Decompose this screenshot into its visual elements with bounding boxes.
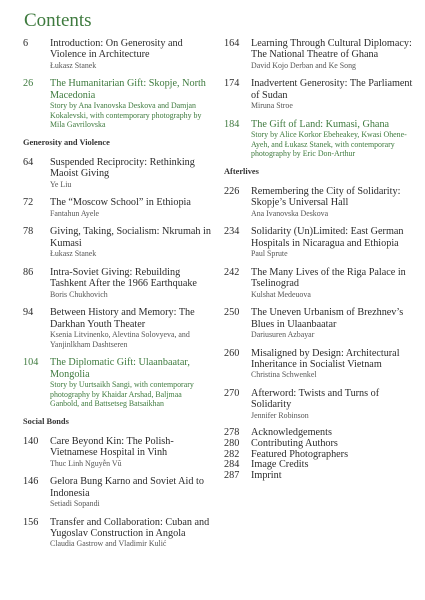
entry-author: Łukasz Stanek	[50, 249, 97, 259]
entry-author: Ye Liu	[50, 179, 72, 189]
entry-title: Contributing Authors	[251, 438, 338, 450]
toc-column-right	[224, 38, 414, 481]
page-number: 78	[23, 226, 34, 238]
entry-author: Paul Sprute	[251, 249, 288, 259]
entry-author: Jennifer Robinson	[251, 410, 309, 420]
page-number: 104	[23, 357, 39, 369]
toc-entry	[23, 157, 211, 189]
page-number: 146	[23, 476, 39, 488]
toc-entry	[224, 119, 414, 159]
page-number: 270	[224, 388, 240, 400]
entry-author: Ksenia Litvinenko, Alevtina Solovyeva, and Yanjinlkham Dashtseren	[50, 330, 190, 349]
page-number: 282	[224, 448, 240, 460]
page-number: 226	[224, 186, 240, 197]
page-number: 72	[23, 197, 34, 209]
page-number: 242	[224, 266, 240, 278]
entry-title: Image Credits	[251, 459, 309, 471]
toc-entry	[23, 78, 211, 130]
page-number: 280	[224, 438, 240, 450]
entry-author: Fantahun Ayele	[50, 208, 100, 218]
page-number: 184	[224, 118, 240, 130]
entry-title: Intra-Soviet Giving: Rebuilding Tashkent After the 1966 Earthquake	[50, 266, 197, 290]
page-number: 140	[23, 435, 39, 447]
toc-entry	[224, 226, 414, 258]
page-number: 260	[224, 347, 240, 359]
entry-title: The Humanitarian Gift: Skopje, North Macedonia	[50, 78, 206, 101]
entry-title: The Diplomatic Gift: Ulaanbaatar, Mongolia	[50, 357, 190, 380]
entry-title: Imprint	[251, 469, 282, 481]
toc-entry	[23, 517, 211, 549]
entry-author: Claudia Gastrow and Vladimir Kulić	[50, 539, 167, 549]
entry-title: Remembering the City of Solidarity: Skopje’s Universal Hall	[251, 186, 401, 209]
toc-entry	[23, 38, 211, 70]
entry-title: Giving, Taking, Socialism: Nkrumah in Kumasi	[50, 226, 211, 249]
entry-title: Between History and Memory: The Darkhan Youth Theater	[50, 307, 195, 330]
toc-entry	[23, 307, 211, 349]
entry-author: Thuc Linh Nguyễn Vũ	[50, 458, 122, 468]
entry-author: Kulshat Medeuova	[251, 289, 311, 299]
page-number: 86	[23, 266, 34, 278]
toc-entry	[224, 388, 414, 420]
toc-entry	[224, 348, 414, 380]
entry-title: Misaligned by Design: Architectural Inheritance in Socialist Vietnam	[251, 347, 400, 371]
entry-author: Łukasz Stanek	[50, 60, 97, 70]
entry-author: Miruna Stroe	[251, 101, 293, 111]
entry-title: The Uneven Urbanism of Brezhnev’s Blues in Ulaanbaatar	[251, 307, 404, 330]
entry-author: Story by Uurtsaikh Sangi, with contemporary photography by Khaidar Arshad, Baljmaa Ganbold, and Battsetseg Batsaikhan	[50, 380, 194, 409]
entry-author: Boris Chukhovich	[50, 289, 108, 299]
page-number: 26	[23, 78, 34, 90]
toc-column-left	[23, 38, 211, 557]
page-number: 287	[224, 469, 240, 481]
page-number: 94	[23, 307, 34, 319]
toc-entry	[224, 38, 414, 70]
entry-title: Gelora Bung Karno and Soviet Aid to Indonesia	[50, 476, 204, 499]
page-number: 250	[224, 307, 240, 319]
toc-entry	[224, 307, 414, 339]
page-number: 284	[224, 459, 240, 471]
toc-entry	[23, 436, 211, 468]
toc-entry	[224, 78, 414, 110]
section-heading: Social Bonds	[23, 416, 69, 426]
entry-author: Story by Alice Korkor Ebeheakey, Kwasi Ohene-Ayeh, and Łukasz Stanek, with contemporary photography by Eric Don-Arthur	[251, 130, 407, 159]
toc-entry	[224, 471, 414, 482]
entry-title: Inadvertent Generosity: The Parliament of Sudan	[251, 78, 413, 101]
page-number: 164	[224, 38, 240, 49]
entry-title: Acknowledgements	[251, 427, 332, 439]
entry-title: The Many Lives of the Riga Palace in Tselinograd	[251, 266, 406, 290]
page-title: Contents	[24, 10, 92, 31]
entry-title: Afterword: Twists and Turns of Solidarity	[251, 388, 380, 411]
entry-title: Care Beyond Kin: The Polish-Vietnamese Hospital in Vinh	[50, 435, 174, 459]
page-number: 64	[23, 157, 34, 168]
page-number: 278	[224, 427, 240, 439]
page-number: 6	[23, 38, 29, 49]
toc-entry	[224, 267, 414, 299]
entry-author: David Kojo Derban and Ke Song	[251, 60, 356, 70]
entry-title: Introduction: On Generosity and Violence in Architecture	[50, 38, 183, 61]
toc-entry	[23, 197, 211, 218]
entry-author: Christina Schwenkel	[251, 370, 317, 380]
toc-entry	[224, 186, 414, 218]
entry-author: Setiadi Sopandi	[50, 499, 100, 509]
entry-title: Solidarity (Un)Limited: East German Hospitals in Nicaragua and Ethiopia	[251, 226, 404, 249]
entry-title: Learning Through Cultural Diplomacy: The National Theatre of Ghana	[251, 38, 412, 61]
page-number: 234	[224, 226, 240, 238]
entry-title: Suspended Reciprocity: Rethinking Maoist Giving	[50, 157, 195, 180]
section-heading: Generosity and Violence	[23, 138, 110, 147]
entry-author: Story by Ana Ivanovska Deskova and Damjan Kokalevski, with contemporary photography by Mila Gavrilovska	[50, 101, 202, 130]
entry-title: Featured Photographers	[251, 448, 349, 460]
entry-title: The Gift of Land: Kumasi, Ghana	[251, 118, 390, 130]
page-number: 156	[23, 516, 39, 528]
toc-entry	[23, 267, 211, 299]
back-matter-list	[224, 428, 414, 481]
toc-entry	[23, 226, 211, 258]
entry-title: Transfer and Collaboration: Cuban and Yugoslav Construction in Angola	[50, 516, 210, 540]
section-heading: Afterlives	[224, 167, 259, 176]
toc-entry	[23, 476, 211, 508]
entry-title: The “Moscow School” in Ethiopia	[50, 197, 191, 209]
toc-entry	[23, 357, 211, 409]
page-number: 174	[224, 78, 240, 90]
entry-author: Ana Ivanovska Deskova	[251, 208, 329, 218]
entry-author: Dariusuren Azbayar	[251, 330, 315, 340]
